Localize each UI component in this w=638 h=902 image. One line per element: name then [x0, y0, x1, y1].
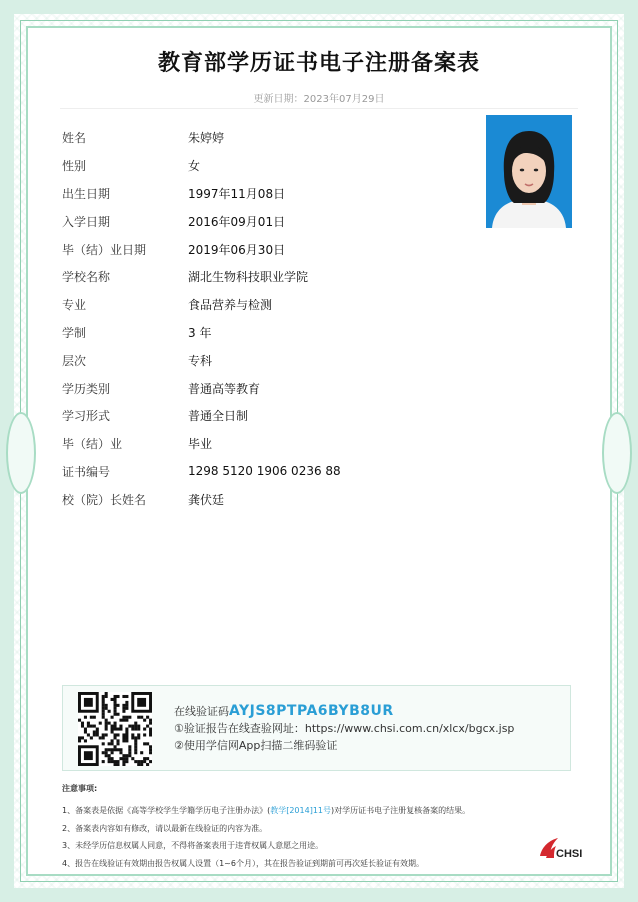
field-row-birth-date: [62, 180, 482, 208]
document-title: 教育部学历证书电子注册备案表: [157, 51, 480, 76]
field-label: 出生日期: [62, 186, 111, 201]
regulation-link[interactable]: 教学[2014]11号: [270, 806, 331, 815]
field-label: 校（院）长姓名: [62, 492, 147, 507]
field-value: 2019年06月30日: [188, 242, 286, 257]
field-value: 食品营养与检测: [188, 298, 273, 313]
field-label: 毕（结）业: [62, 437, 123, 452]
field-value: 湖北生物科技职业学院: [188, 270, 309, 285]
field-row-study-mode: [62, 402, 482, 430]
verification-box: [62, 685, 571, 771]
field-label: 学校名称: [62, 270, 111, 285]
qr-code-icon[interactable]: [78, 692, 152, 766]
field-label: 证书编号: [62, 464, 111, 479]
note-3: 3、未经学历信息权属人同意，不得将备案表用于违背权属人意愿之用途。: [62, 841, 324, 850]
field-value: 龚伏廷: [188, 492, 225, 507]
notes-section: [62, 783, 532, 872]
side-ornament-right: [602, 412, 632, 494]
note-1-text: 1、备案表是依据《高等学校学生学籍学历电子注册办法》(: [62, 806, 271, 815]
note-4: 4、报告在线验证有效期由报告权属人设置（1~6个月），其在报告验证到期前可再次延长验证有效期。: [62, 858, 424, 868]
field-label: 入学日期: [62, 214, 111, 229]
verify-code-label: 在线验证码: [174, 705, 229, 718]
student-photo: [486, 115, 572, 228]
field-value: 2016年09月01日: [188, 214, 286, 229]
field-row-president: [62, 485, 482, 513]
field-row-major: [62, 291, 482, 319]
field-label: 性别: [62, 159, 87, 174]
note-1-text-end: )对学历证书电子注册复核备案的结果。: [331, 806, 471, 815]
verify-url-line: ①验证报告在线查验网址：https://www.chsi.com.cn/xlcx/bgcx.jsp: [174, 722, 515, 735]
field-value: 朱婷婷: [188, 131, 225, 146]
field-row-enroll-date: [62, 207, 482, 235]
note-1: [62, 802, 532, 820]
field-row-duration: [62, 319, 482, 347]
field-value: 1298 5120 1906 0236 88: [188, 464, 341, 479]
verification-text: [174, 703, 514, 754]
field-row-graduation-date: [62, 235, 482, 263]
field-label: 毕（结）业日期: [62, 242, 147, 257]
field-label: 学历类别: [62, 381, 111, 396]
field-row-level: [62, 346, 482, 374]
field-value: 1997年11月08日: [188, 186, 286, 201]
field-value: 3 年: [188, 325, 212, 340]
field-label: 姓名: [62, 131, 87, 146]
field-value: 专科: [188, 353, 213, 368]
chsi-logo-text: CHSI: [556, 848, 583, 860]
field-row-school: [62, 263, 482, 291]
field-label: 学习形式: [62, 409, 111, 424]
field-row-name: [62, 124, 482, 152]
verify-app-line: ②使用学信网App扫描二维码验证: [174, 739, 338, 752]
side-ornament-left: [6, 412, 36, 494]
notes-heading: 注意事项:: [62, 784, 98, 793]
field-row-completion: [62, 430, 482, 458]
field-value: 女: [188, 159, 201, 174]
divider: [60, 108, 578, 109]
field-value: 毕业: [188, 437, 213, 452]
portrait-icon: [486, 115, 572, 228]
field-row-certificate-number: [62, 458, 482, 486]
update-date: 更新日期：2023年07月29日: [253, 94, 385, 105]
field-value: 普通高等教育: [188, 381, 261, 396]
field-label: 学制: [62, 325, 87, 340]
field-label: 专业: [62, 298, 87, 313]
field-row-gender: [62, 152, 482, 180]
note-2: 2、备案表内容如有修改，请以最新在线验证的内容为准。: [62, 823, 268, 833]
info-fields: [62, 124, 482, 513]
field-value: 普通全日制: [188, 409, 249, 424]
field-label: 层次: [62, 353, 87, 368]
field-row-education-type: [62, 374, 482, 402]
verify-code: AYJS8PTPA6BYB8UR: [229, 703, 394, 719]
